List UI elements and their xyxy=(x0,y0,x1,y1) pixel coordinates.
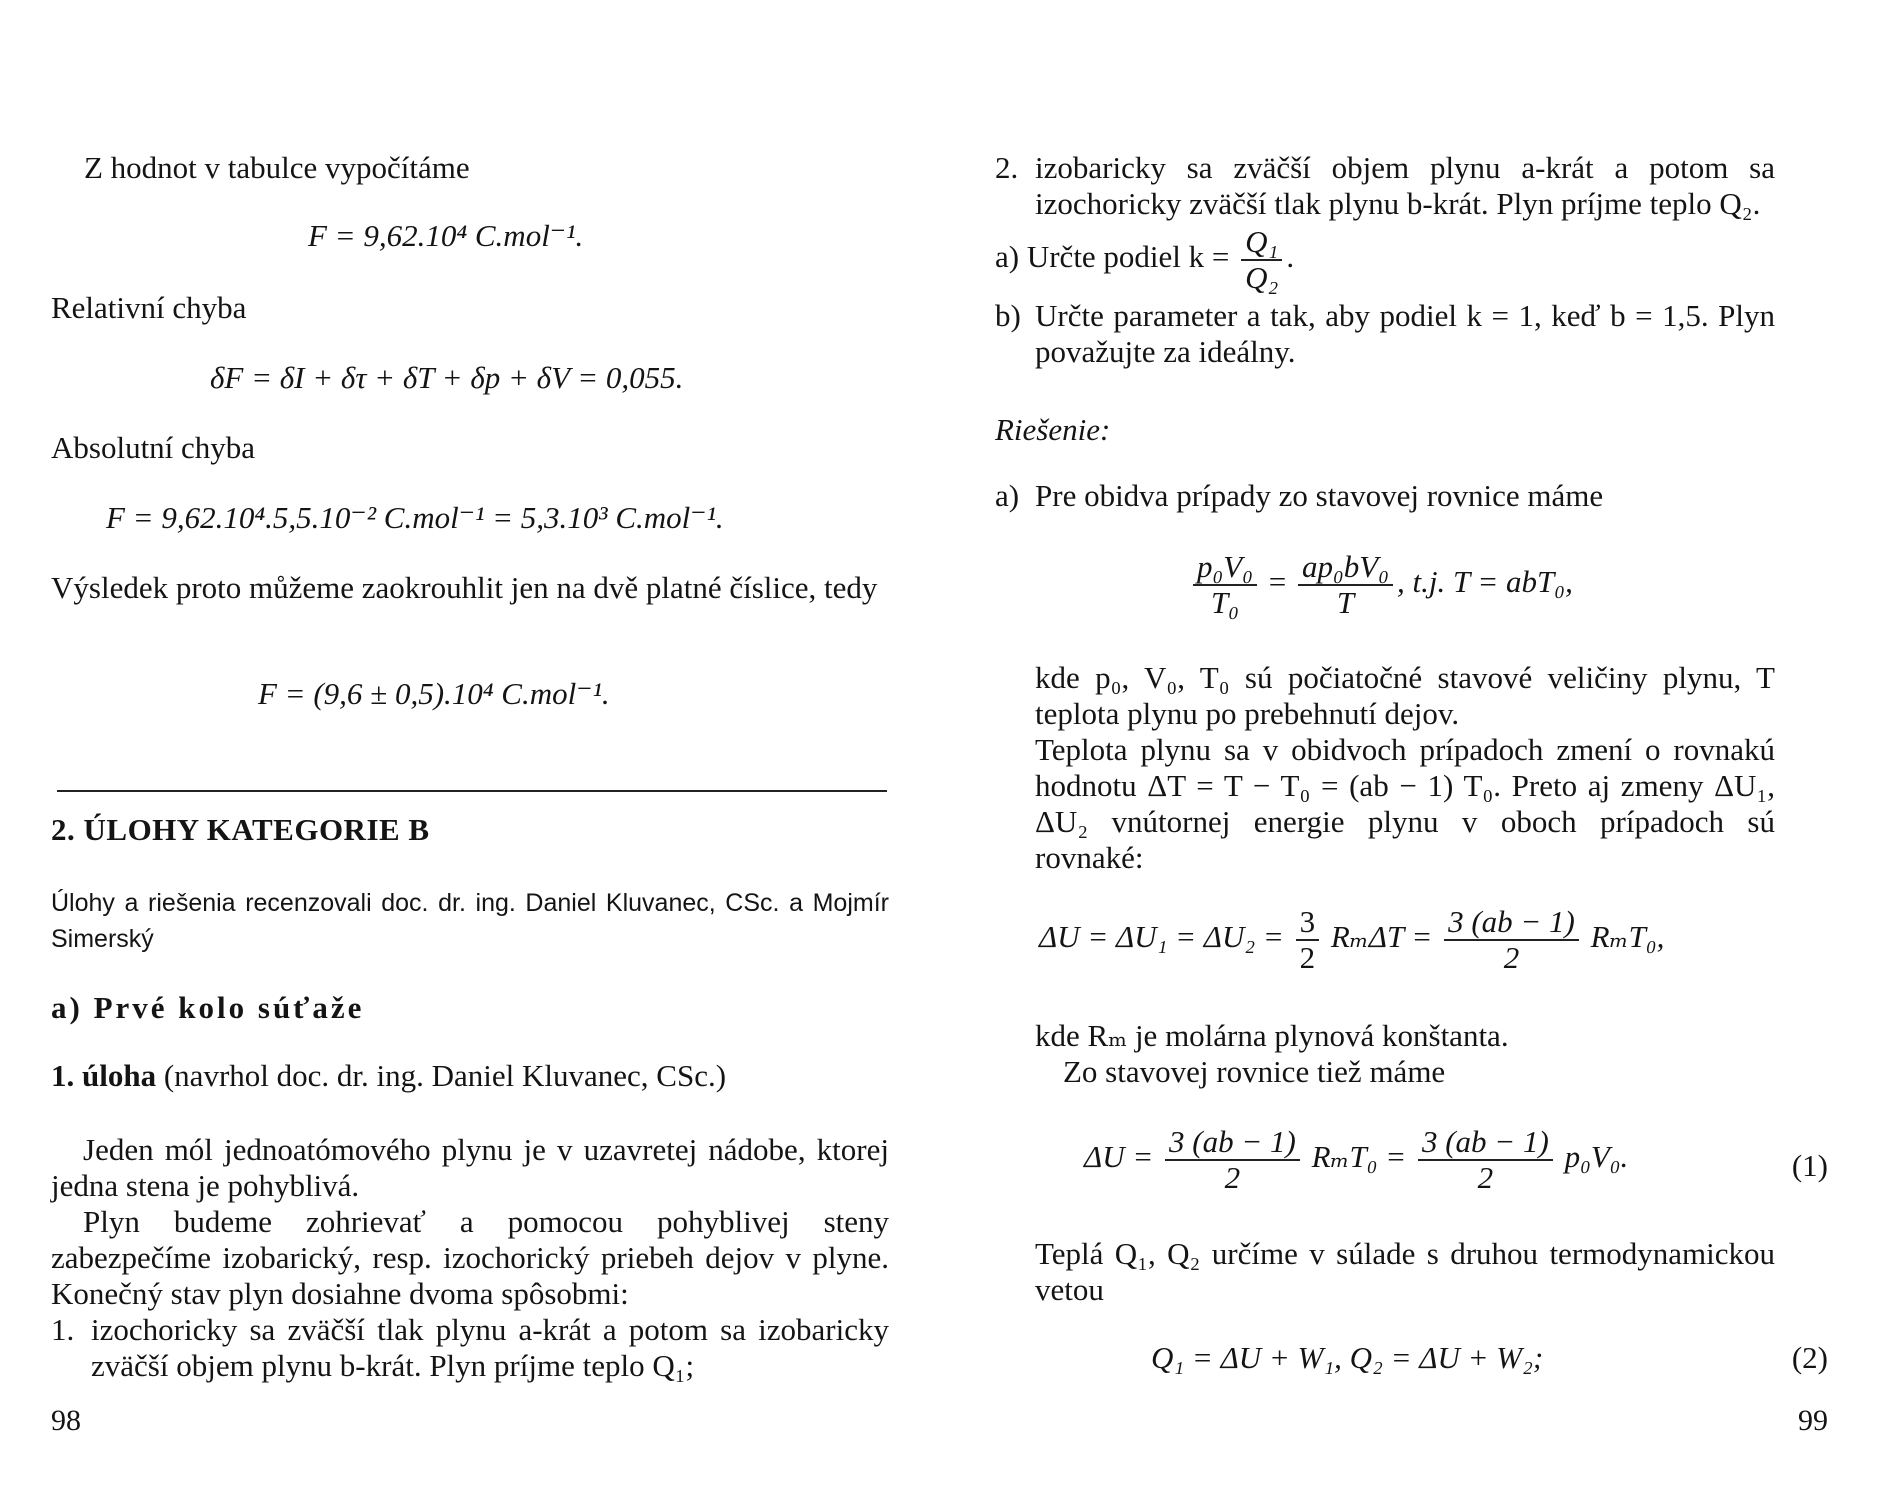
list-number: 1. xyxy=(51,1312,75,1347)
solution-heading: Riešenie: xyxy=(995,412,1111,447)
list-number: b) xyxy=(995,298,1021,333)
task-heading xyxy=(51,1058,726,1094)
subsection-heading: a) Prvé kolo súťaže xyxy=(51,990,365,1025)
equation: ΔU = $\frac{3 (ab - 1)}{2}$ RₘT₀ = $\frac{3 (ab - 1)}{2}$ p₀V₀. xyxy=(1084,1124,1629,1195)
right-page xyxy=(939,0,1878,1501)
equation: F = 9,62.10⁴.5,5.10⁻² C.mol⁻¹ = 5,3.10³ C.mol⁻¹. xyxy=(106,500,724,535)
paragraph: Zo stavovej rovnice tiež máme xyxy=(1063,1054,1446,1089)
equation: ΔU = ΔU₁ = ΔU₂ = $\frac{3}{2}$ RₘΔT = $\frac{3 (ab - 1)}{2}$ RₘT₀, xyxy=(1039,904,1665,975)
label: Absolutní chyba xyxy=(51,430,256,465)
fraction: $\frac{3 (ab - 1)}{2}$ xyxy=(1444,905,1579,975)
fraction: $\frac{\text{Q₁}}{\text{Q₂}}$ xyxy=(1241,225,1282,295)
fraction: $\frac{3 (ab - 1)}{2}$ xyxy=(1165,1125,1300,1195)
paragraph: kde p₀, V₀, T₀ sú počiatočné stavové veličiny plynu, T teplota plynu po prebehnutí dejov. xyxy=(1035,660,1775,731)
paragraph: Jeden mól jednoatómového plynu je v uzavretej nádobe, ktorej jedna stena je pohyblivá. xyxy=(51,1132,889,1203)
fraction: $\frac{\text{p₀V₀}}{\text{T₀}}$ xyxy=(1193,550,1257,620)
section-heading: 2. ÚLOHY KATEGORIE B xyxy=(51,812,430,847)
paragraph: Výsledek proto můžeme zaokrouhlit jen na dvě platné číslice, tedy xyxy=(51,570,878,605)
task-author: (navrhol doc. dr. ing. Daniel Kluvanec, CSc.) xyxy=(156,1058,727,1093)
list-item: izochoricky sa zväčší tlak plynu a-krát a potom sa izobaricky zväčší objem plynu b-krát. Plyn príjme teplo Q₁; xyxy=(91,1312,889,1383)
equation: $\frac{\text{p₀V₀}}{\text{T₀}}$ = $\frac{\text{ap₀bV₀}}{T}$ , t.j. T = abT₀, xyxy=(1189,550,1573,620)
equation: δF = δI + δτ + δT + δp + δV = 0,055. xyxy=(210,360,684,395)
paragraph: Teplá Q₁, Q₂ určíme v súlade s druhou termodynamickou vetou xyxy=(1035,1236,1775,1307)
page-number: 99 xyxy=(1798,1404,1828,1437)
equation: Q₁ = ΔU + W₁, Q₂ = ΔU + W₂; xyxy=(1151,1340,1544,1375)
question-a: a) Určte podiel k = $\frac{\text{Q₁}}{\text{Q₂}}$ . xyxy=(995,224,1295,295)
list-item: izobaricky sa zväčší objem plynu a-krát a potom sa izochoricky zväčší tlak plynu b-krát. Plyn príjme teplo Q₂. xyxy=(1035,150,1775,221)
paragraph: Teplota plynu sa v obidvoch prípadoch zmení o rovnakú hodnotu ΔT = T − T₀ = (ab − 1) T₀. Preto aj zmeny ΔU₁, ΔU₂ vnútornej energie plynu v oboch prípadoch sú rovnaké: xyxy=(1035,732,1775,875)
list-number: 2. xyxy=(995,150,1019,185)
question-label: a) xyxy=(995,239,1020,275)
divider xyxy=(57,790,887,792)
paragraph: Z hodnot v tabulce vypočítáme xyxy=(84,150,470,185)
paragraph: Plyn budeme zohrievať a pomocou pohyblivej steny zabezpečíme izobarický, resp. izochorický priebeh dejov v plyne. Konečný stav plyn dosiahne dvoma spôsobmi: xyxy=(51,1204,889,1311)
equation: F = 9,62.10⁴ C.mol⁻¹. xyxy=(308,218,584,253)
equation-number: (2) xyxy=(1791,1340,1828,1375)
list-number: a) xyxy=(995,478,1020,513)
reviewers-note: Úlohy a riešenia recenzovali doc. dr. ing. Daniel Kluvanec, CSc. a Mojmír Simerský xyxy=(51,889,889,953)
page-number: 98 xyxy=(51,1404,81,1437)
equation: F = (9,6 ± 0,5).10⁴ C.mol⁻¹. xyxy=(258,676,610,711)
question-text: Určte podiel k = xyxy=(1026,239,1230,275)
fraction: $\frac{3}{2}$ xyxy=(1296,905,1320,975)
equation-number: (1) xyxy=(1791,1148,1828,1183)
paragraph: kde Rₘ je molárna plynová konštanta. xyxy=(1035,1018,1509,1053)
question-b: Určte parameter a tak, aby podiel k = 1, keď b = 1,5. Plyn považujte za ideálny. xyxy=(1035,298,1775,369)
task-number: 1. úloha xyxy=(51,1058,157,1093)
fraction: $\frac{\text{ap₀bV₀}}{T}$ xyxy=(1298,550,1393,620)
fraction: $\frac{3 (ab - 1)}{2}$ xyxy=(1418,1125,1553,1195)
paragraph: Pre obidva prípady zo stavovej rovnice máme xyxy=(1035,478,1604,513)
label: Relativní chyba xyxy=(51,290,247,325)
